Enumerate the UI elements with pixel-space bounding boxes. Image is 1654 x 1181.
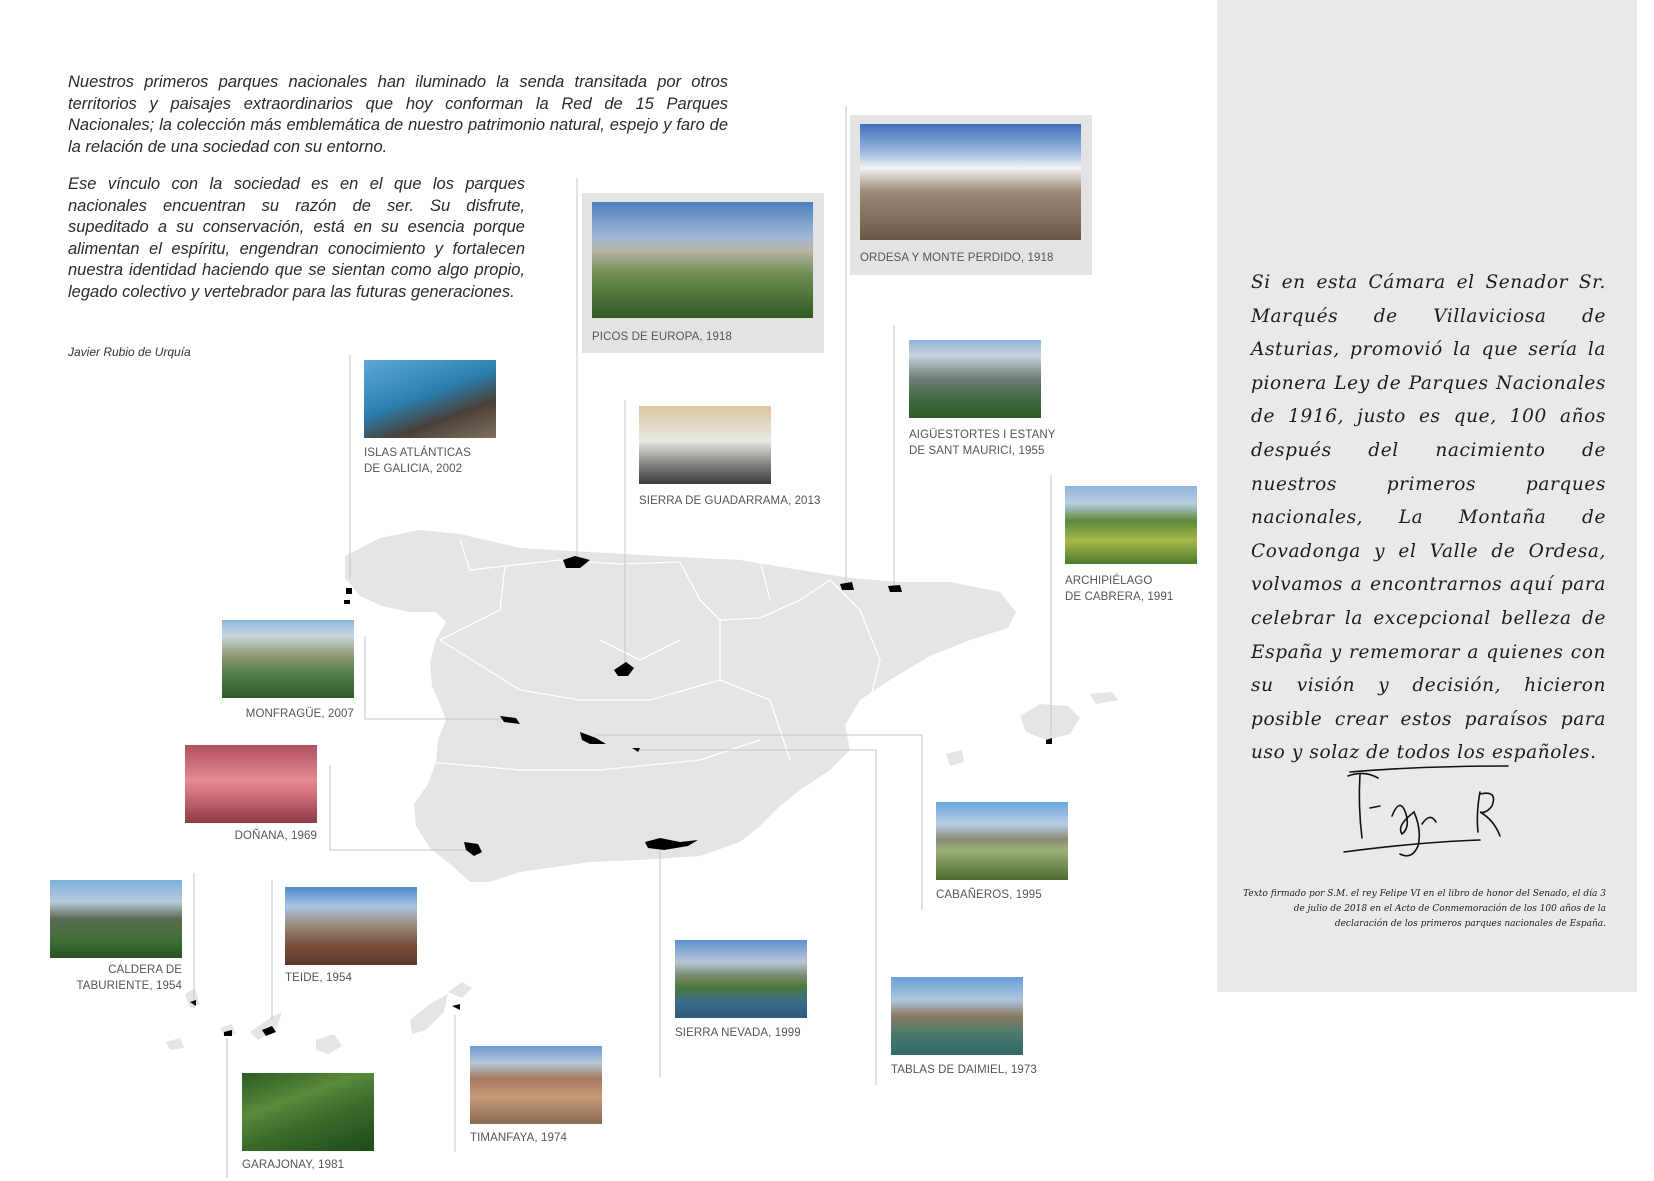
cabrera-caption-1: ARCHIPIÉLAGO bbox=[1065, 575, 1153, 587]
daimiel-caption: TABLAS DE DAIMIEL, 1973 bbox=[891, 1064, 1037, 1076]
royal-letter-text: Si en esta Cámara el Senador Sr. Marqués de Villaviciosa de Asturias, promovió la que sería la pionera Ley de Parques Nacionales de 1916, justo es que, 100 años después del nacimiento de nuestros primeros parques nacionales, La Montaña de Covadonga y el Valle de Ordesa, volvamos a encontrarnos aquí para celebrar la excepcional belleza de España y rememorar a quienes con su visión y decisión, hicieron posible crear estos paraísos para uso y solaz de todos los españoles. bbox=[1251, 272, 1606, 764]
author-name: Javier Rubio de Urquía bbox=[68, 345, 191, 359]
marker-islas bbox=[344, 588, 352, 604]
canary-fuerteventura bbox=[410, 994, 448, 1034]
canary-lanzarote bbox=[448, 982, 472, 998]
islas-caption-2: DE GALICIA, 2002 bbox=[364, 463, 463, 475]
picos-photo bbox=[592, 202, 813, 318]
guadarrama-caption: SIERRA DE GUADARRAMA, 2013 bbox=[639, 495, 821, 507]
mainland-spain bbox=[345, 530, 1016, 882]
islas-photo bbox=[364, 360, 496, 438]
caldera-caption-1: CALDERA DE bbox=[108, 964, 182, 976]
garajonay-caption: GARAJONAY, 1981 bbox=[242, 1159, 345, 1171]
marker-timanfaya bbox=[452, 1004, 460, 1010]
daimiel-photo bbox=[891, 977, 1023, 1055]
garajonay-photo bbox=[242, 1073, 374, 1151]
picos-caption: PICOS DE EUROPA, 1918 bbox=[592, 331, 732, 343]
aiguestortes-caption-2: DE SANT MAURICI, 1955 bbox=[909, 445, 1045, 457]
canary-el-hierro bbox=[166, 1038, 184, 1050]
monfrague-caption: MONFRAGÜE, 2007 bbox=[245, 708, 354, 720]
caldera-caption-2: TABURIENTE, 1954 bbox=[76, 980, 182, 992]
ibiza-island bbox=[946, 750, 964, 766]
royal-signature bbox=[1330, 756, 1530, 866]
caldera-photo bbox=[50, 880, 182, 958]
letter-footnote: Texto firmado por S.M. el rey Felipe VI en el libro de honor del Senado, el día 3 de julio de 2018 en el Acto de Conmemoración de los 100 años de la declaración de los primeros parques nacionales de España. bbox=[1243, 889, 1606, 929]
sierra-nevada-photo bbox=[675, 940, 807, 1018]
teide-caption: TEIDE, 1954 bbox=[285, 972, 352, 984]
sierra-nevada-caption: SIERRA NEVADA, 1999 bbox=[675, 1027, 801, 1039]
menorca-island bbox=[1090, 692, 1118, 704]
donana-caption: DOÑANA, 1969 bbox=[234, 830, 317, 842]
aiguestortes-caption-1: AIGÜESTORTES I ESTANY bbox=[909, 429, 1056, 441]
cabaneros-caption: CABAÑEROS, 1995 bbox=[936, 889, 1042, 901]
canary-gran-canaria bbox=[316, 1034, 342, 1054]
ordesa-caption: ORDESA Y MONTE PERDIDO, 1918 bbox=[860, 252, 1054, 264]
marker-aiguestortes bbox=[888, 585, 902, 592]
timanfaya-photo bbox=[470, 1046, 602, 1124]
cabrera-photo bbox=[1065, 486, 1197, 564]
donana-photo bbox=[185, 745, 317, 823]
monfrague-photo bbox=[222, 620, 354, 698]
timanfaya-caption: TIMANFAYA, 1974 bbox=[470, 1132, 567, 1144]
guadarrama-photo bbox=[639, 406, 771, 484]
cabrera-caption-2: DE CABRERA, 1991 bbox=[1065, 591, 1174, 603]
islas-caption-1: ISLAS ATLÁNTICAS bbox=[364, 447, 471, 459]
teide-photo bbox=[285, 887, 417, 965]
mallorca-island bbox=[1020, 704, 1080, 740]
canary-la-palma bbox=[185, 988, 200, 1008]
ordesa-photo bbox=[860, 124, 1081, 240]
intro-paragraph-2: Ese vínculo con la sociedad es en el que los parques nacionales encuentran su razón de ser. Su disfrute, supeditado a su conservación, está en su esencia porque alimentan el espíritu, engendran conocimiento y fortalecen nuestra identidad haciendo que se sientan como algo propio, legado colectivo y vertebrador para las futuras generaciones. bbox=[68, 175, 525, 301]
aiguestortes-photo bbox=[909, 340, 1041, 418]
intro-paragraph-1: Nuestros primeros parques nacionales han iluminado la senda transitada por otros territorios y paisajes extraordinarios que hoy conforman la Red de 15 Parques Nacionales; la colección más emblemática de nuestro patrimonio natural, espejo y faro de la relación de una sociedad con su entorno. bbox=[68, 73, 728, 156]
cabaneros-photo bbox=[936, 802, 1068, 880]
